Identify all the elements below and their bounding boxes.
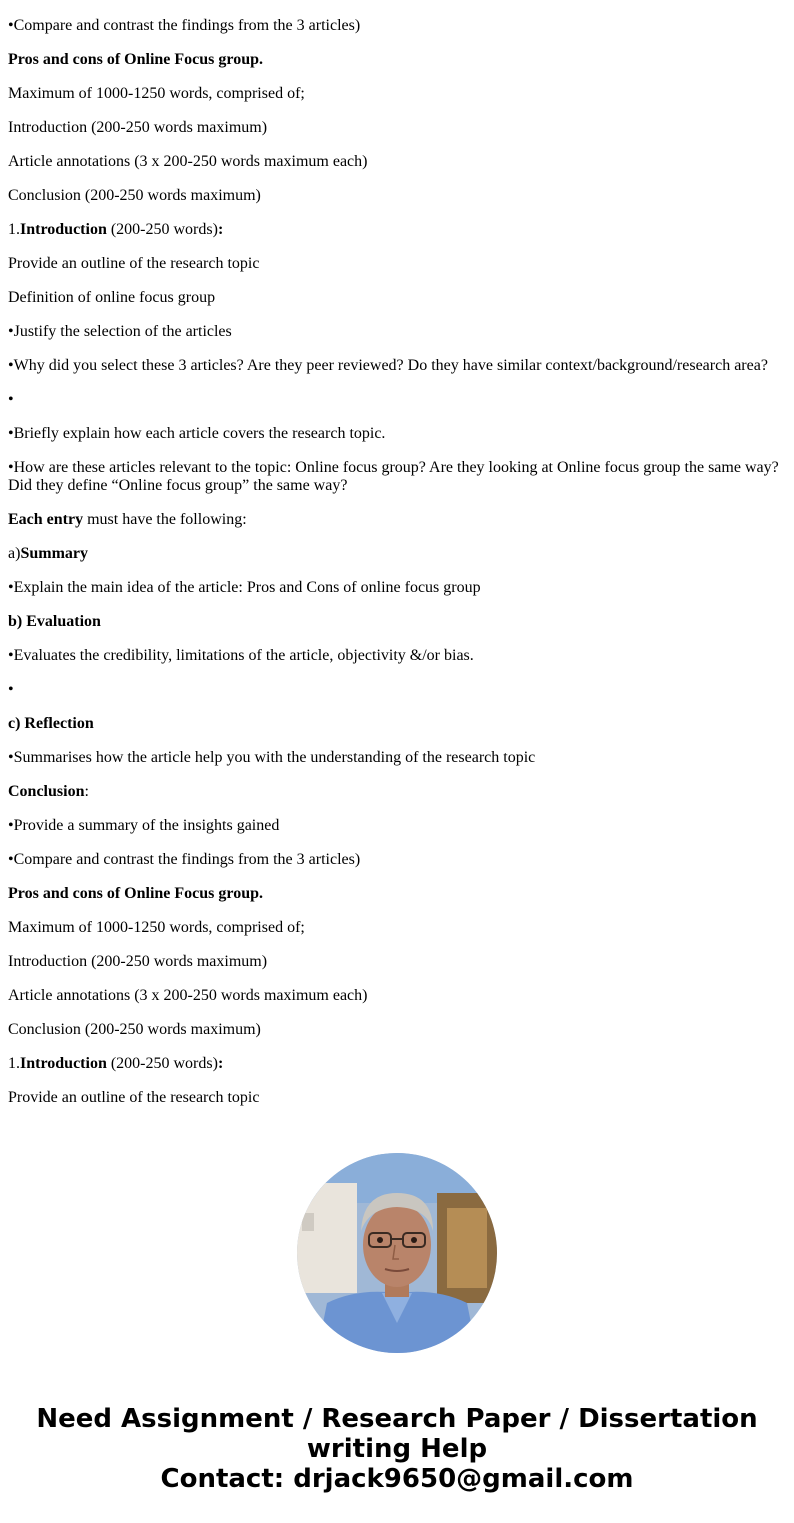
paragraph: •Provide a summary of the insights gained — [8, 817, 280, 834]
paragraph: Pros and cons of Online Focus group. — [8, 885, 264, 902]
paragraph: • — [8, 681, 14, 698]
paragraph: Definition of online focus group — [8, 289, 216, 306]
paragraph: Conclusion (200-250 words maximum) — [8, 187, 261, 204]
paragraph: •Explain the main idea of the article: Pros and Cons of online focus group — [8, 579, 481, 596]
avatar-portrait — [297, 1153, 497, 1353]
paragraph: Conclusion (200-250 words maximum) — [8, 1021, 261, 1038]
paragraph: c) Reflection — [8, 715, 94, 732]
document-body — [8, 0, 786, 1123]
contact-banner — [0, 1404, 794, 1494]
paragraph — [8, 0, 786, 1]
paragraph: •Why did you select these 3 articles? Are they peer reviewed? Do they have similar context/background/research area? — [8, 357, 768, 374]
paragraph: •Briefly explain how each article covers the research topic. — [8, 425, 386, 442]
paragraph: •Summarises how the article help you with the understanding of the research topic — [8, 749, 536, 766]
paragraph: •Compare and contrast the findings from the 3 articles) — [8, 17, 361, 34]
contact-email: Contact: drjack9650@gmail.com — [160, 1464, 634, 1494]
paragraph: •Compare and contrast the findings from the 3 articles) — [8, 851, 361, 868]
help-headline: Need Assignment / Research Paper / Dissertation writing Help — [36, 1404, 758, 1464]
paragraph: Introduction (200-250 words maximum) — [8, 119, 268, 136]
paragraph: Introduction (200-250 words maximum) — [8, 953, 268, 970]
paragraph: •How are these articles relevant to the topic: Online focus group? Are they looking at Online focus group the same way? Did they define “Online focus group” the same way? — [8, 459, 779, 494]
paragraph: Provide an outline of the research topic — [8, 1089, 260, 1106]
paragraph: 1.Introduction (200-250 words): — [8, 221, 224, 238]
paragraph: •Justify the selection of the articles — [8, 323, 232, 340]
paragraph: • — [8, 391, 14, 408]
paragraph: Conclusion: — [8, 783, 89, 800]
paragraph: Provide an outline of the research topic — [8, 255, 260, 272]
paragraph: a)Summary — [8, 545, 88, 562]
paragraph: Pros and cons of Online Focus group. — [8, 51, 264, 68]
paragraph: Each entry must have the following: — [8, 511, 247, 528]
paragraph: Maximum of 1000-1250 words, comprised of; — [8, 919, 305, 936]
paragraph: Article annotations (3 x 200-250 words maximum each) — [8, 987, 368, 1004]
paragraph: 1.Introduction (200-250 words): — [8, 1055, 224, 1072]
author-avatar — [297, 1153, 497, 1353]
paragraph: •Evaluates the credibility, limitations of the article, objectivity &/or bias. — [8, 647, 474, 664]
paragraph: Maximum of 1000-1250 words, comprised of; — [8, 85, 305, 102]
paragraph: b) Evaluation — [8, 613, 101, 630]
paragraph: Article annotations (3 x 200-250 words maximum each) — [8, 153, 368, 170]
